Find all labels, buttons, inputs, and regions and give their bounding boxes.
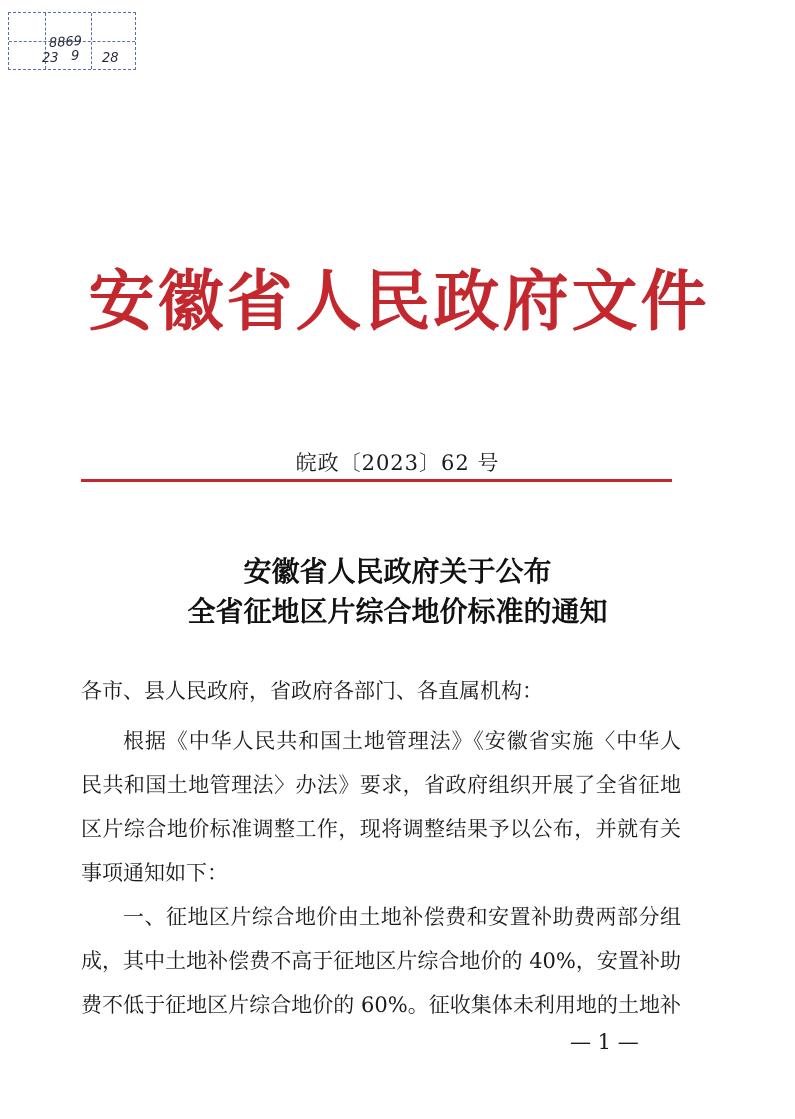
paragraph-1-line-3: 区片综合地价标准调整工作，现将调整结果予以公布，并就有关	[81, 817, 681, 841]
paragraph-1-line-1: 根据《中华人民共和国土地管理法》《安徽省实施〈中华人	[123, 729, 681, 753]
paragraph-1-line-2: 民共和国土地管理法〉办法》要求，省政府组织开展了全省征地	[81, 773, 681, 797]
notice-title-line-2: 全省征地区片综合地价标准的通知	[187, 595, 608, 628]
document-number: 皖政〔2023〕62 号	[295, 451, 500, 475]
stamp-date-day: 28	[102, 51, 119, 66]
red-divider-line	[81, 479, 672, 482]
document-header-title: 安徽省人民政府文件	[88, 263, 710, 340]
page-number: — 1 —	[570, 1030, 639, 1054]
stamp-divider	[91, 13, 92, 69]
receipt-stamp	[8, 12, 136, 70]
paragraph-2-line-3: 费不低于征地区片综合地价的 60%。征收集体未利用地的土地补	[81, 993, 681, 1017]
stamp-handwriting-number: 8869	[48, 33, 83, 52]
stamp-date-year: 23	[42, 51, 59, 66]
notice-title	[0, 552, 795, 632]
paragraph-2-line-2: 成，其中土地补偿费不高于征地区片综合地价的 40%，安置补助	[81, 949, 681, 973]
salutation: 各市、县人民政府，省政府各部门、各直属机构：	[81, 679, 543, 703]
paragraph-2-line-1: 一、征地区片综合地价由土地补偿费和安置补助费两部分组	[123, 905, 681, 929]
notice-title-line-1: 安徽省人民政府关于公布	[243, 555, 552, 588]
paragraph-1-line-4: 事项通知如下：	[81, 861, 228, 885]
stamp-date-month: 9	[71, 49, 80, 64]
